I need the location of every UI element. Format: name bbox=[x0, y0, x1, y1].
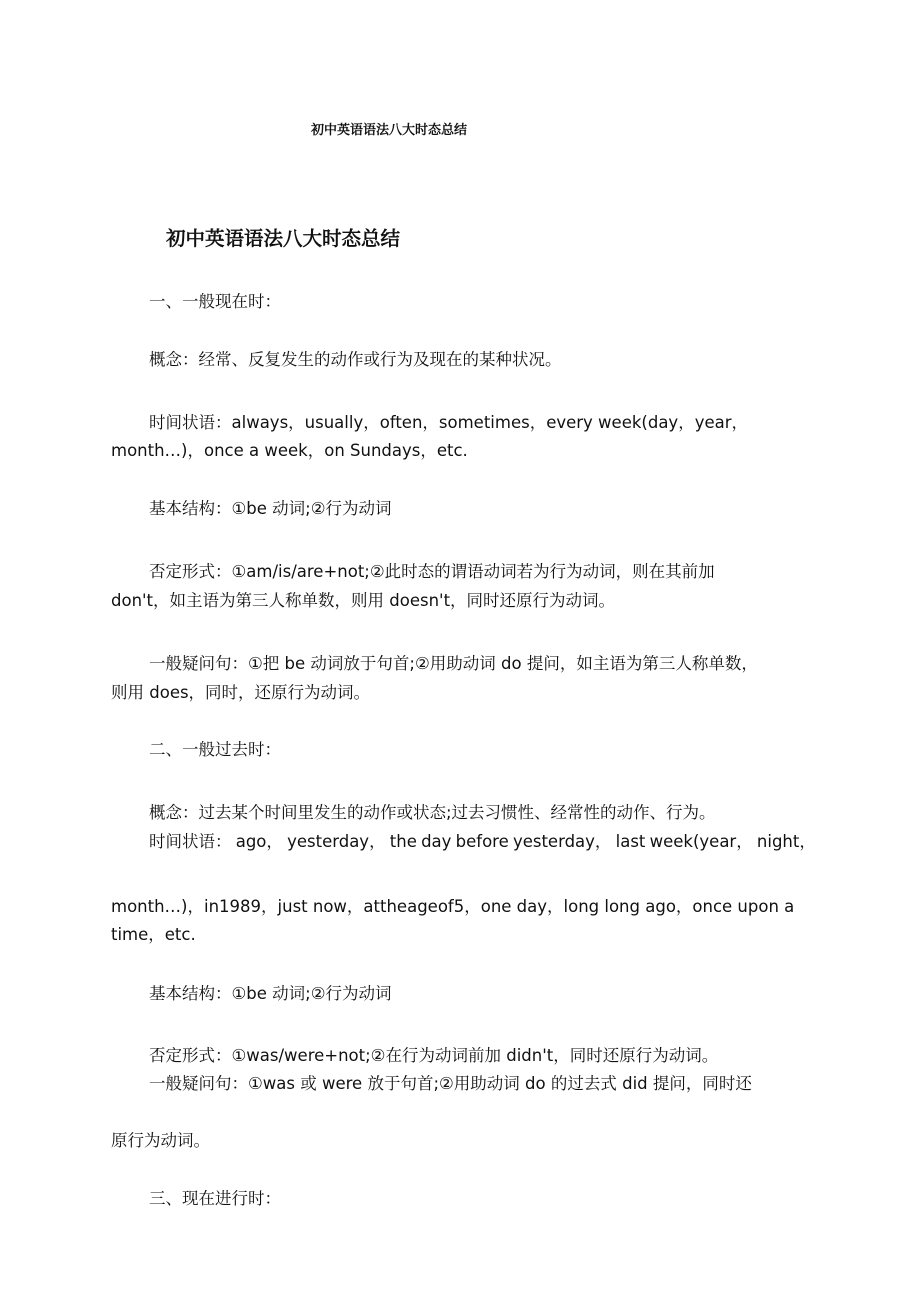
time-adverbials-line: month…)，in1989，just now，attheageof5，one day，long long ago，once upon a bbox=[111, 897, 795, 916]
concept-paragraph: 概念：经常、反复发生的动作或行为及现在的某种状况。 bbox=[149, 350, 562, 369]
word: night， bbox=[756, 832, 816, 851]
structure-paragraph: 基本结构：①be 动词;②行为动词 bbox=[149, 499, 392, 518]
negative-form-line: don't，如主语为第三人称单数，则用 doesn't，同时还原行为动词。 bbox=[111, 591, 616, 610]
word: day bbox=[421, 832, 452, 851]
negative-form-line: 否定形式：①was/were+not;②在行为动词前加 didn't，同时还原行为动词。 bbox=[149, 1046, 719, 1065]
question-form-line: 原行为动词。 bbox=[111, 1131, 210, 1150]
time-adverbials-line: time，etc. bbox=[111, 925, 196, 944]
word: yesterday， bbox=[287, 832, 386, 851]
section-heading: 二、一般过去时： bbox=[149, 740, 281, 759]
word: 时间状语： bbox=[149, 832, 232, 851]
structure-paragraph: 基本结构：①be 动词;②行为动词 bbox=[149, 984, 392, 1003]
word: before bbox=[455, 832, 509, 851]
section-heading: 三、现在进行时： bbox=[149, 1189, 281, 1208]
concept-paragraph: 概念：过去某个时间里发生的动作或状态;过去习惯性、经常性的动作、行为。 bbox=[149, 803, 716, 822]
negative-form-line: 否定形式：①am/is/are+not;②此时态的谓语动词若为行为动词，则在其前加 bbox=[149, 562, 715, 581]
time-adverbials-line: 时间状语：always，usually，often，sometimes，every week(day，year， bbox=[149, 413, 749, 432]
word: last bbox=[615, 832, 646, 851]
word: the bbox=[389, 832, 417, 851]
word: ago， bbox=[235, 832, 283, 851]
question-form-line: 则用 does，同时，还原行为动词。 bbox=[111, 683, 371, 702]
running-header: 初中英语语法八大时态总结 bbox=[311, 123, 468, 138]
question-form-line: 一般疑问句：①was 或 were 放于句首;②用助动词 do 的过去式 did 提问，同时还 bbox=[149, 1074, 752, 1093]
document-title: 初中英语语法八大时态总结 bbox=[166, 227, 401, 250]
word: week(year， bbox=[649, 832, 753, 851]
section-heading: 一、一般现在时： bbox=[149, 292, 281, 311]
time-adverbials-line: month…)，once a week，on Sundays，etc. bbox=[111, 441, 468, 460]
word: yesterday， bbox=[512, 832, 612, 851]
question-form-line: 一般疑问句：①把 be 动词放于句首;②用助动词 do 提问，如主语为第三人称单数， bbox=[149, 654, 758, 673]
time-adverbials-justified-line bbox=[149, 832, 816, 852]
